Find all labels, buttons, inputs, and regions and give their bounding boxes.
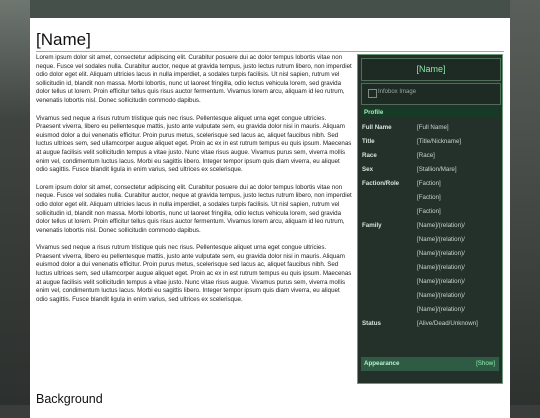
paragraph: Lorem ipsum dolor sit amet, consectetur adipiscing elit. Curabitur posuere dui ac dolor tempus lobortis vitae non neque. Fusce vel sodales nulla. Curabitur auctor, neque at gravida tempus, justo lectus rutrum libero, non imperdiet odio dolor eget elit. Aliquam ultricies lacus in nulla imperdiet, a sodales turpis facilisis. Ut nisl sapien, rutrum vel sollicitudin id, blandit non massa. Morbi lobortis, nunc ut laoreet fringilla, odio lectus vehicula lorem, sed gravida dolor tellus ut lorem. Proin efficitur tellus quis risus auctor fermentum. Vivamus lorem arcu, aliquam id leo rutrum, venenatis lobortis nisl. Donec sollicitudin commodo dapibus. [36, 54, 352, 104]
infobox-row-family-cont [361, 289, 499, 303]
row-value: [Title/Nickname] [417, 138, 462, 145]
infobox-row-family-cont [361, 303, 499, 317]
background-stripe [510, 0, 540, 405]
row-value: [Faction] [417, 208, 441, 215]
page-title: [Name] [36, 30, 91, 49]
row-value: [Full Name] [417, 124, 449, 131]
paragraph: Vivamus sed neque a risus rutrum tristique quis nec risus. Pellentesque aliquet urna eget congue ultricies. Praesent viverra, libero eu pellentesque mattis, justo ante vulputate sem, eu gravida dolor nisi in mauris. Aliquam euismod dolor a dui venenatis efficitur. Proin purus metus, scelerisque sed lacus ac, aliquet faucibus nibh. Sed luctus ultrices sem, sed ullamcorper augue aliquet eget. Proin ac ex in est rutrum tempus eu quis ipsum. Maecenas at augue facilisis velit sollicitudin tempus a vitae justo. Nunc vitae risus augue. Vivamus purus sem, viverra mollis enim vel, condimentum luctus lacus. Morbi eu sagittis libero. Integer tempor ipsum quis diam viverra, eu aliquet odio sagittis. Fusce blandit ligula in enim varius, sed ultrices ex scelerisque. [36, 244, 352, 303]
section-heading-background: Background [36, 392, 103, 406]
row-value: [Race] [417, 152, 435, 159]
infobox-image [361, 83, 501, 105]
infobox-row-full-name [361, 121, 499, 135]
row-label: Title [362, 138, 375, 145]
infobox-row-family [361, 219, 499, 233]
row-label: Race [362, 152, 377, 159]
appearance-show-toggle[interactable]: [Show] [476, 360, 495, 367]
infobox-row-family-cont [361, 275, 499, 289]
row-label: Faction/Role [362, 180, 400, 187]
infobox-row-status [361, 317, 499, 331]
row-label: Status [362, 320, 381, 327]
row-value: [Name]/(relation)/ [417, 264, 465, 271]
row-value: [Name]/(relation)/ [417, 306, 465, 313]
background-ceiling [30, 0, 510, 20]
infobox-row-faction-cont [361, 191, 499, 205]
infobox-row-race [361, 149, 499, 163]
infobox-row-family-cont [361, 233, 499, 247]
infobox-row-family-cont [361, 247, 499, 261]
article-page [30, 18, 510, 418]
appearance-label: Appearance [364, 360, 400, 367]
character-infobox [357, 54, 503, 384]
background-pillar [0, 0, 30, 405]
infobox-row-title [361, 135, 499, 149]
infobox-image-alt: Infobox Image [378, 89, 417, 95]
infobox-appearance-section [361, 357, 499, 371]
title-divider [36, 51, 504, 52]
broken-image-icon [368, 89, 377, 98]
infobox-row-faction-cont [361, 205, 499, 219]
infobox-row-faction [361, 177, 499, 191]
row-label: Sex [362, 166, 374, 173]
row-value: [Name]/(relation)/ [417, 236, 465, 243]
row-value: [Name]/(relation)/ [417, 278, 465, 285]
row-value: [Alive/Dead/Unknown] [417, 320, 478, 327]
paragraph: Lorem ipsum dolor sit amet, consectetur adipiscing elit. Curabitur posuere dui ac dolor tempus lobortis vitae non neque. Fusce vel sodales nulla. Curabitur auctor, neque at gravida tempus, justo lectus rutrum libero, non imperdiet odio dolor eget elit. Aliquam ultricies lacus in nulla imperdiet, a sodales turpis facilisis. Ut nisl sapien, rutrum vel sollicitudin id, blandit non massa. Morbi lobortis, nunc ut laoreet fringilla, odio lectus vehicula lorem, sed gravida dolor tellus ut lorem. Proin efficitur tellus quis risus auctor fermentum. Vivamus lorem arcu, aliquam id leo rutrum, venenatis lobortis nisl. Donec sollicitudin commodo dapibus. [36, 183, 352, 234]
paragraph: Vivamus sed neque a risus rutrum tristique quis nec risus. Pellentesque aliquet urna eget congue ultricies. Praesent viverra, libero eu pellentesque mattis, justo ante vulputate sem, eu gravida dolor nisi in mauris. Aliquam euismod dolor a dui venenatis efficitur. Proin purus metus, scelerisque sed lacus ac, aliquet faucibus nibh. Sed luctus ultrices sem, sed ullamcorper augue aliquet eget. Proin ac ex in est rutrum tempus eu quis ipsum. Maecenas at augue facilisis velit sollicitudin tempus a vitae justo. Nunc vitae risus augue. Vivamus purus sem, viverra mollis enim vel, condimentum luctus lacus. Morbi eu sagittis libero. Integer tempor ipsum quis diam viverra, eu aliquet odio sagittis. Fusce blandit ligula in enim varius, sed ultrices ex scelerisque. [36, 114, 352, 174]
infobox-title: [Name] [361, 58, 501, 81]
row-value: [Name]/(relation)/ [417, 292, 465, 299]
row-value: [Faction] [417, 194, 441, 201]
row-label: Family [362, 222, 382, 229]
row-value: [Faction] [417, 180, 441, 187]
row-value: [Name]/(relation)/ [417, 250, 465, 257]
article-body [36, 54, 352, 313]
infobox-profile-table [361, 121, 499, 331]
infobox-profile-header: Profile [361, 107, 499, 118]
row-value: [Stallion/Mare] [417, 166, 457, 173]
row-value: [Name]/(relation)/ [417, 222, 465, 229]
infobox-row-sex [361, 163, 499, 177]
row-label: Full Name [362, 124, 392, 131]
infobox-row-family-cont [361, 261, 499, 275]
